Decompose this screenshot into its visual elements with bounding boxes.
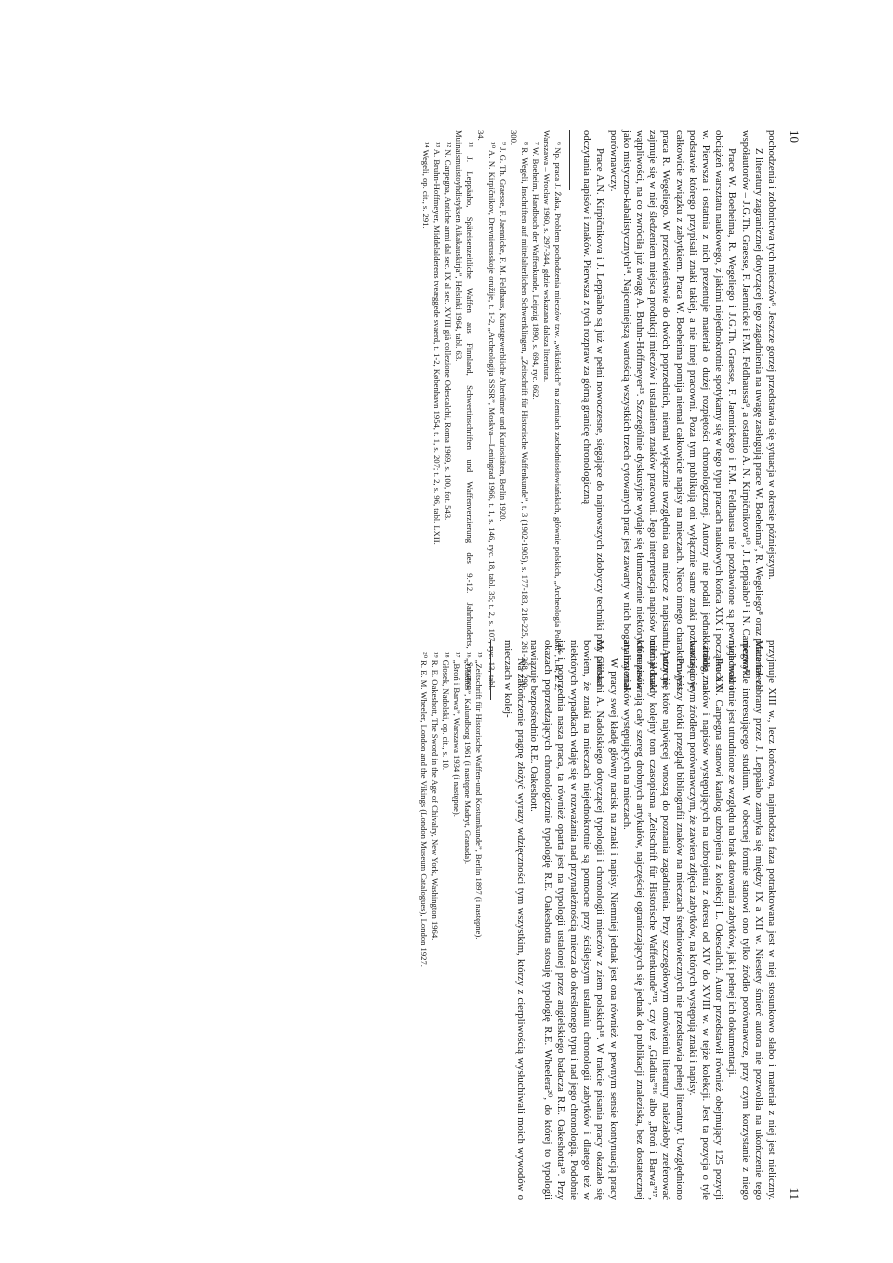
body-text	[420, 130, 778, 690]
footnote: ¹⁹ R. E. Oakeshott, The Sword in the Age of Chivalry, New York, Washington 1964.	[429, 652, 440, 941]
footnote: ¹⁰ A. N. Kirpičnikov, Drevnierusskoje oružije, t. 1-2, „Archeologija SSSR”, Moskva—Leningrad 1966, t. 1, s. 146, ryc. 18, tabl. 35; t. 2, s. 107, ryc. 13, tabl. 34.	[475, 130, 497, 690]
footnote: ¹¹ J. Leppäaho, Späteisenzeitliche Waffen aus Finnland, Schwertinschriften und Waffenverzierung des 9.-12. Jahrhunderts, „Suomen Muinaismuistoyhdistyksen Aikakauskirja”, Helsinki 1964, tabl. 63.	[453, 130, 475, 690]
footnote: ¹⁵ „Zeitschrift für Historische Waffen-und Kostumkunde”, Berlin 1897 (i następne).	[473, 652, 484, 940]
body-text	[418, 640, 778, 1200]
footnote: ⁸ R. Wegeli, Inschriften auf mittelalterlichen Schwertklingen, „Zeitschrift für Historische Waffenkunde”, t. 3 (1902-1905), s. 177-183, 218-225, 261-268, 290-300.	[508, 130, 530, 690]
footnote: ¹⁴ Wegeli, op. cit., s. 291.	[420, 142, 431, 229]
left-page	[100, 130, 800, 690]
footnotes	[420, 130, 563, 690]
footnote-divider	[569, 130, 570, 190]
footnote: ⁶ Np. praca J. Żaka, Problem pochodzenia mieczów tzw. „wikińskich” na ziemiach zachodniosłowiańskich, głównie polskich, „Archeologia Polski”, t. 4, z. 2, Warszawa – Wrocław 1960, s. 297-344, gdzie wskazana dalsza literatura.	[541, 130, 563, 690]
page-number: 10	[787, 130, 802, 143]
paragraph: W pracy swej kładę główny nacisk na znaki i napisy. Niemniej jednak jest ona również w pewnym sensie kontynuacją pracy M. Głoska i A. Nadolskiego dotyczącej typologii i chronologii mieczów z ziem polskich¹⁸. W trakcie pisania pracy okazało się bowiem, że znaki na mieczach niejednokrotnie są pomocne przy ściślejszym ustalaniu chronologii zabytków i dlatego też w niektórych wypadkach wdaję się w rozważania nad przynależnością miecza do określonego typu i nad jego chronologią. Podobnie jak i poprzednia nasza praca, ta również oparta jest na typologii ustalonej przez angielskiego badacza R.E. Oakeshotta¹⁹. Przy okazach poprzedzających chronologicznie typologię R.E. Oakeshotta stosuję typologię R.E. Wheelera²⁰, do której to typologii nawiązuje bezpośrednio R.E. Oakeshott.	[528, 640, 619, 1200]
footnote: ¹⁶ „Gladius”, Kalundborg 1961 (i następne Madryt, Granada).	[462, 652, 473, 865]
paragraph: Powyższy krótki przegląd bibliografii znaków na mieczach średniowiecznych nie przedstawia pełnej literatury. Uwzględniono tu pozycje, które najwięcej wnoszą do poznania zagadnienia. Przy szczegółowym omówieniu literatury należałoby zreferować niemal każdy kolejny tom czasopisma „Zeitschrift für Historische Waffenkunde”¹⁵, czy też „Gladius”¹⁶ albo „Broń i Barwa”¹⁷, które zawierają cały szereg drobnych artykułów, najczęściej ograniczających się jednak do publikacji znaleziska, bez dostatecznej analizy znaków występujących na mieczach.	[620, 640, 685, 1200]
footnote: ⁹ J. G. Th. Graesse, F. Jaennicke, F. M. Feldhaus, Kunstgewerbliche Altertümer und Kuriositäten, Berlin 1920.	[497, 142, 508, 522]
paragraph: Na zakończenie pragnę złożyć wyrazy wdzięczności tym wszystkim, którzy z cierpliwością wysłuchiwali moich wywodów o mieczach w kolej-	[501, 640, 527, 1200]
paragraph: Z literatury zagranicznej dotyczącej tego zagadnienia na uwagę zasługują prace W. Boeheima⁷, R. Wegeliego⁸ oraz praca trzech współautorów – J.G.Th. Graesse, F. Jaennicke i F.M. Feldhaussa⁹, a ostatnio A. N. Kirpičnikova¹⁰, J. Leppäaho¹¹ i N. Carpegna¹².	[739, 130, 764, 690]
footnote: ²⁰ R. E. M. Wheeler, London and the Vikings (London Museum Catalogues), London 1927.	[418, 652, 429, 967]
footnote: ¹³ A. Bruhn-Hoffmeyer, Middelalderens tveæggede svaerd, t. 1-2, København 1954, t. 1, s. 207; t. 2, s. 96, tabl. LXII.	[431, 142, 442, 545]
paragraph: Praca N. Carpegna stanowi katalog uzbrojenia z kolekcji L. Odescalchi. Autor przedstawił również obejmujący 125 pozycji katalog znaków i napisów występujących na uzbrojeniu z okresu od XIV do XVIII w. w tejże kolekcji. Jest ta pozycja o tyle wartościowym źródłem porównawczym, że zawiera zdjęcia zabytków, na których występują znaki i napisy.	[686, 640, 725, 1200]
footnote: ¹⁷ „Broń i Barwa”, Warszawa 1934 (i następne).	[451, 652, 462, 817]
footnotes	[418, 640, 484, 1200]
paragraph: Prace A.N. Kirpičnikova i J. Leppäaho są już w pełni nowoczesne, sięgające do najnowszych zdobyczy techniki przy próbach odczytania napisów i znaków. Pierwsza z tych rozpraw za górną granicę chronologiczną	[581, 130, 606, 690]
paragraph: przyjmuje XIII w., lecz końcowa, najmłodsza faza potraktowana jest w niej stosunkowo słabo i materiał z niej jest nieliczny. Materiał zebrany przez J. Leppäaho zamyka się między IX a XII w. Niestety śmierć autora nie pozwoliła na ukończenie tego niezwykle interesującego studium. W obecnej formie stanowi ono tylko źródło porównawcze, przy czym korzystanie z niego niejednokrotnie jest utrudnione ze względu na brak datowania zabytków, jak i pełnej ich dokumentacji.	[726, 640, 777, 1200]
paragraph: Prace W. Boeheima, R. Wegeliego i J.G.Th. Graesse, F. Jaennickego i F.M. Feldhausa nie pozbawione są pewnych wad i obciążeń warsztatu naukowego, z jakimi niejednokrotnie spotykamy się w tego typu pracach naukowych końca XIX i początku XX w. Pierwsza i ostatnia z nich prezentuje materiał o dużej rozpiętości chronologicznej. Autorzy nie podali jednak źródła, na podstawie którego przypisali znaki takiej, a nie innej pracowni. Poza tym publikują oni wyłącznie same znaki pozbawiając je całkowicie związku z zabytkiem. Praca W. Boeheima pomija niemal całkowicie napisy na mieczach. Nieco innego charakteru jest praca R. Wegeliego. W przeciwieństwie do dwóch poprzednich, niemal wyłącznie uwzględnia ona miecze z napisami. Autor nie zajmuje się w niej śledzeniem miejsca produkcji mieczów i ustalaniem znaków pracowni. Jego interpretacja napisów budzi jednak wątpliwości, na co zwróciła już uwagę A. Bruhn-Hoffmeyer¹³. Szczególnie dyskusyjne wydaje się tłumaczenie niektórych napisów jako mistyczno-kabalistycznych¹⁴. Najcenniejszą wartością wszystkich trzech cytowanych prac jest zawarty w nich bogaty materiał porównawczy.	[607, 130, 738, 690]
page-number: 11	[787, 1187, 802, 1200]
footnote: ¹⁸ Głosek, Nadolski, op. cit., s. 10.	[440, 652, 451, 771]
right-page	[100, 640, 800, 1200]
footnote: ¹² N. Carpegna, Antiche armi dal sec. IX al sec. XVIII già collezione Odescalchi, Roma 1969, s. 100, fot. 543.	[442, 142, 453, 521]
paragraph: pochodzenia i zdobnictwa tych mieczów⁶. Jeszcze gorzej przedstawia się sytuacja w okresie późniejszym.	[766, 130, 777, 580]
footnote-divider	[490, 640, 491, 700]
footnote: ⁷ W. Boeheim, Handbuch der Waffenkunde, Leipzig 1890, s. 694, ryc. 662.	[530, 142, 541, 400]
